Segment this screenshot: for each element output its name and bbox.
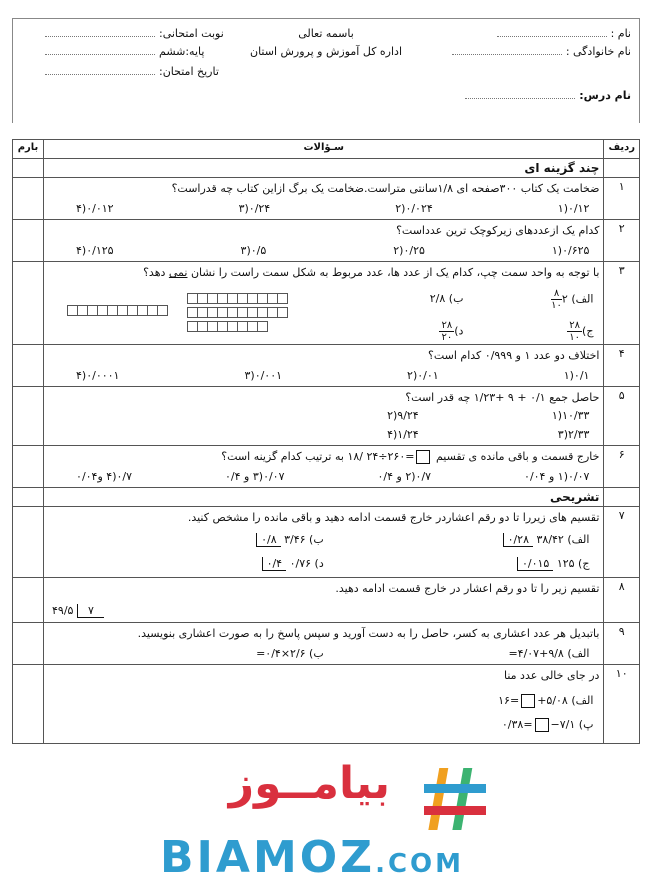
question-number: ۵ — [604, 387, 640, 446]
question-row — [13, 446, 640, 488]
question-text: کدام یک ازعددهای زیرکوچک ترین عدداست؟ — [396, 224, 600, 237]
department: اداره کل آموزش و پرورش استان — [249, 45, 403, 58]
options — [48, 365, 599, 384]
question-row — [13, 623, 640, 665]
section-title: چند گزینه ای — [44, 159, 604, 178]
option[interactable]: ۰/۰۱(۲ — [407, 369, 439, 382]
question-number: ۸ — [604, 578, 640, 623]
question-number: ۳ — [604, 262, 640, 345]
option[interactable]: ۰/۰۷(۳ و ۰/۴ — [225, 470, 285, 483]
blank-box[interactable] — [535, 718, 549, 732]
option[interactable]: ۹/۲۴(۲ — [387, 409, 419, 422]
item: الف) ۵/۰۸+=۱۶ — [498, 694, 594, 707]
question-row — [13, 345, 640, 387]
option[interactable]: ۰/۱(۱ — [563, 369, 590, 382]
question-row — [13, 178, 640, 220]
question-text: تقسیم های زیررا تا دو رقم اعشاردر خارج قسمت ادامه دهید و باقی مانده را مشخص کنید. — [187, 511, 600, 524]
options — [48, 240, 599, 259]
items — [48, 685, 599, 741]
biamoz-watermark — [160, 752, 520, 882]
options — [48, 407, 599, 443]
decimal-grid-figure — [68, 290, 288, 335]
exam-term-field[interactable] — [45, 36, 155, 37]
question-row — [13, 665, 640, 744]
items — [48, 643, 599, 662]
item: ب) ۲/۶×۰/۴= — [256, 647, 324, 660]
option[interactable]: ۰/۰۲۴(۲ — [395, 202, 433, 215]
division-item: ج) ۱۲۵ ۰/۰۱۵ — [324, 557, 590, 571]
option[interactable]: ۰/۰۷(۱ و ۰/۰۴ — [524, 470, 590, 483]
barem-header: بارم — [13, 140, 44, 159]
question-row — [13, 578, 640, 623]
section-row — [13, 488, 640, 507]
questions-table — [12, 139, 640, 744]
question-text: با توجه به واحد سمت چپ، کدام یک از عدد ها، عدد مربوط به شکل سمت راست را نشان نمی دهد؟ — [143, 266, 600, 279]
option[interactable]: ۰/۷(۴ و۰/۰۴ — [76, 470, 133, 483]
blank-box[interactable] — [416, 450, 430, 464]
subject-label: نام درس: — [579, 89, 631, 102]
question-text: ضخامت یک کتاب ۳۰۰صفحه ای ۱/۸سانتی متراست.ضخامت یک برگ ازاین کتاب چه قدراست؟ — [171, 182, 600, 195]
option[interactable]: ۰/۲۵(۲ — [393, 244, 425, 257]
section-title: تشریحی — [44, 488, 604, 507]
table-header-row — [13, 140, 640, 159]
family-label: نام خانوادگی : — [565, 45, 631, 58]
option[interactable]: ۰/۵(۳ — [240, 244, 267, 257]
division-item: الف) ۳۸/۴۲ ۰/۲۸ — [324, 533, 590, 547]
option[interactable]: ۰/۲۴(۳ — [238, 202, 271, 215]
question-number: ۴ — [604, 345, 640, 387]
watermark-english-text: BIAMOZ.COM — [160, 832, 464, 883]
question-number: ۶ — [604, 446, 640, 488]
name-label: نام : — [610, 27, 631, 40]
item: الف) ۹/۸+۴/۰۷= — [508, 647, 590, 660]
grade-label: پایه:ششم — [159, 45, 205, 58]
exam-date-label: تاریخ امتحان: — [159, 65, 219, 78]
question-text: تقسیم زیر را تا دو رقم اعشار در خارج قسمت ادامه دهید. — [335, 582, 600, 595]
option[interactable]: ۲/۳۳(۳ — [557, 428, 590, 441]
underlined-word: نمی — [168, 266, 188, 279]
question-row — [13, 387, 640, 446]
division-item: د) ۰/۷۶ ۰/۴ — [58, 557, 324, 571]
question-row — [13, 262, 640, 345]
division-item: ۴۹/۵ ۷ — [48, 598, 599, 620]
question-number: ۷ — [604, 507, 640, 578]
option[interactable]: ۱۰/۳۳(۱ — [551, 409, 590, 422]
option[interactable]: الف) ۲ $\frac{۸}{۱۰}$ — [551, 288, 594, 311]
options — [48, 198, 599, 217]
questions-header: سـؤالات — [44, 140, 604, 159]
option[interactable]: ج) $\frac{۲۸}{۱۰}$ — [569, 320, 594, 343]
option[interactable]: ۰/۰۱۲(۴ — [76, 202, 114, 215]
question-number: ۲ — [604, 220, 640, 262]
question-row — [13, 220, 640, 262]
section-row — [13, 159, 640, 178]
question-text: در جای خالی عدد منا — [504, 669, 600, 682]
option[interactable]: ۱/۲۴(۴ — [387, 428, 419, 441]
options — [48, 466, 599, 485]
option[interactable]: ۰/۶۲۵(۱ — [551, 244, 590, 257]
option[interactable]: ۰/۰۰۱(۳ — [244, 369, 283, 382]
exam-header-area — [12, 18, 640, 123]
watermark-persian-text: بیامــوز — [228, 758, 390, 809]
question-text: اختلاف دو عدد ۱ و ۰/۹۹۹ کدام است؟ — [427, 349, 600, 362]
option[interactable]: ۰/۱۲(۱ — [557, 202, 590, 215]
subject-field[interactable] — [465, 98, 575, 99]
shaded-figure — [188, 290, 288, 335]
question-number: ۱ — [604, 178, 640, 220]
exam-header — [12, 18, 640, 123]
exam-date-field[interactable] — [45, 74, 155, 75]
exam-term-label: نوبت امتحانی: — [159, 27, 224, 40]
question-text: خارج قسمت و باقی مانده ی تقسیم =۲۶۰÷۲۴ /۱۸ به ترتیب کدام گزینه است؟ — [221, 450, 600, 463]
question-row — [13, 507, 640, 578]
division-items — [48, 527, 599, 575]
question-number: ۱۰ — [604, 665, 640, 744]
option[interactable]: ۰/۷(۲ و ۰/۴ — [377, 470, 432, 483]
bismillah: باسمه تعالی — [298, 27, 354, 40]
division-item: ب) ۳/۴۶ ۰/۸ — [58, 533, 324, 547]
radif-header: ردیف — [604, 140, 640, 159]
unit-bar — [68, 302, 168, 335]
blank-box[interactable] — [521, 694, 535, 708]
question-number: ۹ — [604, 623, 640, 665]
option[interactable]: د) $\frac{۲۸}{۲۰}$ — [441, 320, 464, 343]
question-text: باتبدیل هر عدد اعشاری به کسر، حاصل را به دست آورید و سپس پاسخ را به صورت اعشاری بنویسید. — [137, 627, 600, 640]
item: پ) ۷/۱−=۰/۳۸ — [501, 718, 594, 731]
option[interactable]: ۰/۱۲۵(۴ — [76, 244, 114, 257]
option[interactable]: ۰/۰۰۰۱(۴ — [76, 369, 120, 382]
question-text: حاصل جمع ۰/۱ + ۹ +۱/۲۳ چه قدر است؟ — [405, 391, 600, 404]
option[interactable]: ب) ۲/۸ — [429, 292, 464, 305]
